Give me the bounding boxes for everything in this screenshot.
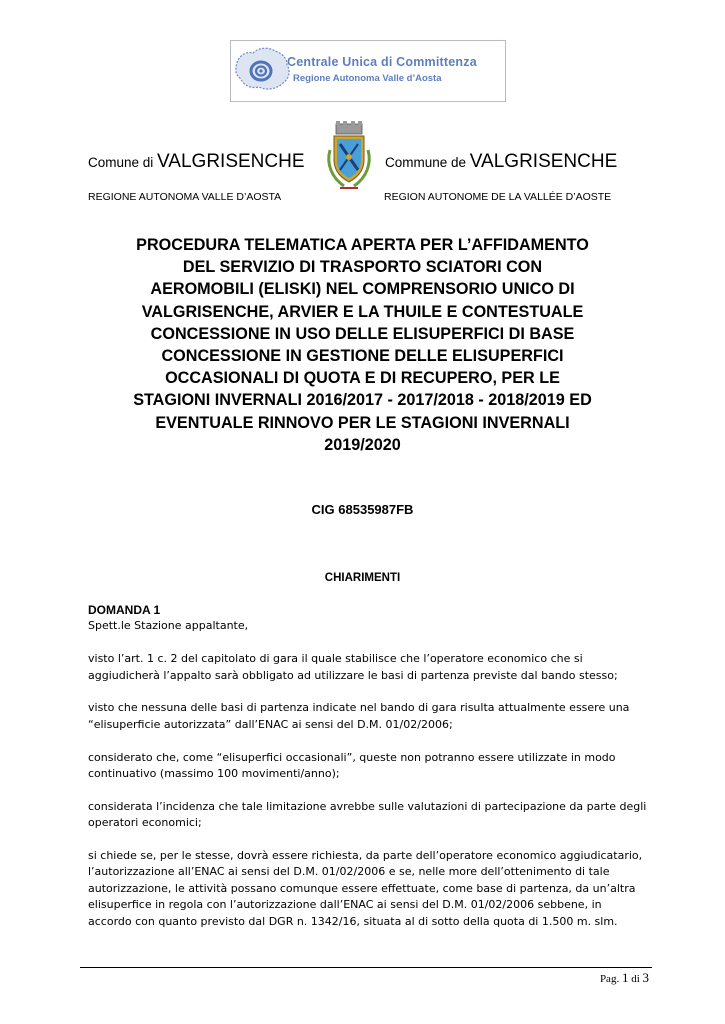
title-line: CONCESSIONE IN GESTIONE DELLE ELISUPERFICI <box>161 347 564 366</box>
title-line: PROCEDURA TELEMATICA APERTA PER L’AFFIDAMENTO <box>136 236 589 254</box>
cuc-logo-box <box>230 40 506 102</box>
comune-prefix-it: Comune di <box>88 155 158 170</box>
page-current: 1 <box>621 970 629 985</box>
paragraph-line: autorizzazione, le attività possano comunque essere effettuate, come base di partenza, da un’altra <box>88 881 636 895</box>
procedure-title <box>90 234 635 456</box>
logo-title: Centrale Unica di Committenza <box>287 55 477 69</box>
salutation: Spett.le Stazione appaltante, <box>88 619 249 633</box>
title-line: OCCASIONALI DI QUOTA E DI RECUPERO, PER LE <box>165 369 560 388</box>
region-it: REGIONE AUTONOMA VALLE D’AOSTA <box>88 191 282 203</box>
paragraph-line: considerata l’incidenza che tale limitazione avrebbe sulle valutazioni di partecipazione da parte degli <box>88 799 647 813</box>
domanda-heading: DOMANDA 1 <box>88 603 161 617</box>
comune-prefix-fr: Commune de <box>385 155 470 170</box>
paragraph-line: considerato che, come “elisuperfici occasionali”, queste non potranno essere utilizzate in modo <box>88 750 616 764</box>
cig-code: CIG 68535987FB <box>311 502 414 517</box>
title-line: 2019/2020 <box>324 435 401 454</box>
paragraph-line: aggiudicherà l’appalto sarà obbligato ad utilizzare le basi di partenza previste dal bando stesso; <box>88 668 618 682</box>
paragraph-line: l’autorizzazione all’ENAC ai sensi del D.M. 01/02/2006 e se, nelle more dell’ottenimento di tale <box>88 865 610 879</box>
title-line: AEROMOBILI (ELISKI) NEL COMPRENSORIO UNICO DI <box>150 280 575 299</box>
page-label: Pag. <box>599 973 622 985</box>
comune-heading-it <box>88 151 305 173</box>
paragraph <box>88 700 648 733</box>
paragraph-line: visto che nessuna delle basi di partenza indicate nel bando di gara risulta attualmente essere una <box>88 701 630 715</box>
title-line: EVENTUALE RINNOVO PER LE STAGIONI INVERNALI <box>155 413 570 432</box>
page-number <box>600 970 649 986</box>
paragraph <box>88 750 648 783</box>
domanda-section <box>88 602 648 946</box>
coat-of-arms-icon <box>322 120 376 192</box>
footer-divider <box>80 967 652 968</box>
paragraph <box>88 848 648 930</box>
page-of: di <box>628 973 643 985</box>
title-line: CONCESSIONE IN USO DELLE ELISUPERFICI DI BASE <box>150 324 575 343</box>
paragraph-line: accordo con quanto previsto dal DGR n. 1342/16, situata al di sotto della quota di 1.500 m. slm. <box>88 914 618 928</box>
comune-name-it: VALGRISENCHE <box>157 151 305 172</box>
paragraph <box>88 799 648 832</box>
logo-subtitle: Regione Autonoma Valle d’Aosta <box>293 73 442 84</box>
title-line: VALGRISENCHE, ARVIER E LA THUILE E CONTESTUALE <box>141 302 584 321</box>
paragraph <box>88 651 648 684</box>
valle-aosta-map-icon <box>231 43 301 99</box>
title-line: STAGIONI INVERNALI 2016/2017 - 2017/2018 - 2018/2019 ED <box>133 391 592 410</box>
paragraph-line: operatori economici; <box>88 816 202 830</box>
title-line: DEL SERVIZIO DI TRASPORTO SCIATORI CON <box>182 258 543 277</box>
page-total: 3 <box>642 970 649 985</box>
paragraph-line: si chiede se, per le stesse, dovrà essere richiesta, da parte dell’operatore economico aggiudicatario, <box>88 849 643 863</box>
paragraph-line: continuativo (massimo 100 movimenti/anno); <box>88 767 340 781</box>
comune-heading-fr <box>385 151 617 173</box>
paragraph-line: “elisuperficie autorizzata” dall’ENAC ai sensi del D.M. 01/02/2006; <box>88 717 453 731</box>
paragraph-line: elisuperfice in regola con l’autorizzazione dall’ENAC ai sensi del D.M. 01/02/2006 sebbene, in <box>88 898 602 912</box>
section-heading: CHIARIMENTI <box>324 572 401 584</box>
region-fr: REGION AUTONOME DE LA VALLÉE D’AOSTE <box>384 191 612 203</box>
paragraph-line: visto l’art. 1 c. 2 del capitolato di gara il quale stabilisce che l’operatore economico che si <box>88 652 583 666</box>
comune-name-fr: VALGRISENCHE <box>469 151 618 172</box>
